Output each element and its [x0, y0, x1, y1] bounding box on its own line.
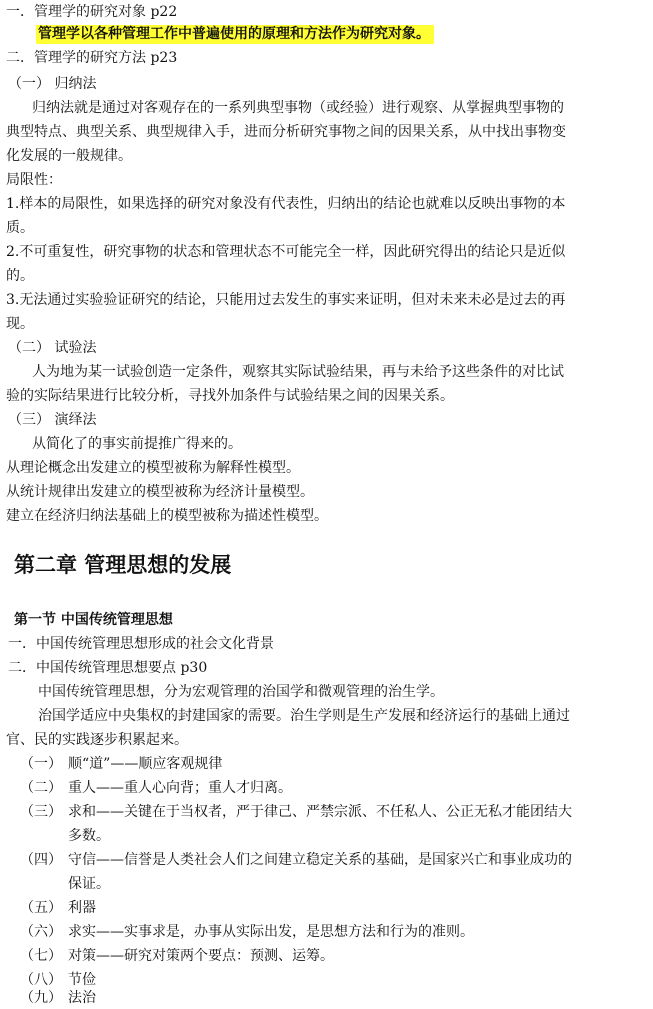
- paragraph-line: 官、民的实践逐步积累起来。: [6, 732, 188, 748]
- list-item-text: 利器: [68, 900, 96, 916]
- list-item-text: 求实——实事求是，办事从实际出发，是思想方法和行为的准则。: [68, 924, 474, 940]
- list-item-text: 求和——关键在于当权者，严于律己、严禁宗派、不任私人、公正无私才能团结大: [68, 804, 572, 820]
- paragraph-line: 从统计规律出发建立的模型被称为经济计量模型。: [6, 484, 314, 500]
- limitation-3-cont: 现。: [6, 316, 34, 332]
- list-item-text: 顺“道”——顺应客观规律: [68, 756, 223, 772]
- list-item-number: （三）: [20, 804, 62, 820]
- paragraph-line: 归纳法就是通过对客观存在的一系列典型事物（或经验）进行观察、从掌握典型事物的: [32, 100, 564, 116]
- highlight-text: 管理学以各种管理工作中普遍使用的原理和方法作为研究对象。: [36, 25, 434, 44]
- heading-social-background: 一．中国传统管理思想形成的社会文化背景: [8, 636, 274, 652]
- paragraph-line: 验的实际结果进行比较分析，寻找外加条件与试验结果之间的因果关系。: [6, 388, 454, 404]
- section-title: 第一节 中国传统管理思想: [14, 612, 173, 628]
- list-item-text-cont: 保证。: [68, 876, 110, 892]
- list-item-number: （六）: [20, 924, 62, 940]
- paragraph-line: 化发展的一般规律。: [6, 148, 132, 164]
- list-item-text: 法治: [68, 990, 96, 1006]
- paragraph-line: 从简化了的事实前提推广得来的。: [32, 436, 242, 452]
- list-item-number: （二）: [20, 780, 62, 796]
- list-item-text: 重人——重人心向背；重人才归离。: [68, 780, 292, 796]
- highlighted-statement: [36, 24, 434, 44]
- subheading-deduction: （三） 演绎法: [8, 412, 97, 428]
- heading-research-object: 一．管理学的研究对象 p22: [6, 4, 178, 20]
- list-item-text: 节俭: [68, 972, 96, 988]
- limitation-2: 2.不可重复性，研究事物的状态和管理状态不可能完全一样，因此研究得出的结论只是近似: [6, 244, 566, 260]
- list-item-number: （一）: [20, 756, 62, 772]
- subheading-induction: （一） 归纳法: [8, 76, 97, 92]
- paragraph-line: 建立在经济归纳法基础上的模型被称为描述性模型。: [6, 508, 328, 524]
- list-item-text: 对策——研究对策两个要点：预测、运筹。: [68, 948, 334, 964]
- list-item-number: （八）: [20, 972, 62, 988]
- paragraph-line: 中国传统管理思想，分为宏观管理的治国学和微观管理的治生学。: [38, 684, 444, 700]
- limitation-1-cont: 质。: [6, 220, 34, 236]
- paragraph-line: 治国学适应中央集权的封建国家的需要。治生学则是生产发展和经济运行的基础上通过: [38, 708, 570, 724]
- list-item-number: （五）: [20, 900, 62, 916]
- limitation-3: 3.无法通过实验验证研究的结论，只能用过去发生的事实来证明，但对未来未必是过去的再: [6, 292, 566, 308]
- limitation-2-cont: 的。: [6, 268, 34, 284]
- subheading-experiment: （二） 试验法: [8, 340, 97, 356]
- paragraph-line: 典型特点、典型关系、典型规律入手，进而分析研究事物之间的因果关系，从中找出事物变: [6, 124, 566, 140]
- paragraph-line: 人为地为某一试验创造一定条件，观察其实际试验结果，再与未给予这些条件的对比试: [32, 364, 564, 380]
- limitation-1: 1.样本的局限性，如果选择的研究对象没有代表性，归纳出的结论也就难以反映出事物的本: [6, 196, 566, 212]
- list-item-number: （四）: [20, 852, 62, 868]
- limitations-label: 局限性：: [6, 172, 62, 188]
- heading-key-points: 二．中国传统管理思想要点 p30: [8, 660, 208, 676]
- list-item-text: 守信——信誉是人类社会人们之间建立稳定关系的基础，是国家兴亡和事业成功的: [68, 852, 572, 868]
- list-item-number: （七）: [20, 948, 62, 964]
- list-item-number: （九）: [20, 990, 62, 1006]
- chapter-title: 第二章 管理思想的发展: [14, 553, 232, 577]
- paragraph-line: 从理论概念出发建立的模型被称为解释性模型。: [6, 460, 300, 476]
- list-item-text-cont: 多数。: [68, 828, 110, 844]
- heading-research-method: 二．管理学的研究方法 p23: [6, 50, 178, 66]
